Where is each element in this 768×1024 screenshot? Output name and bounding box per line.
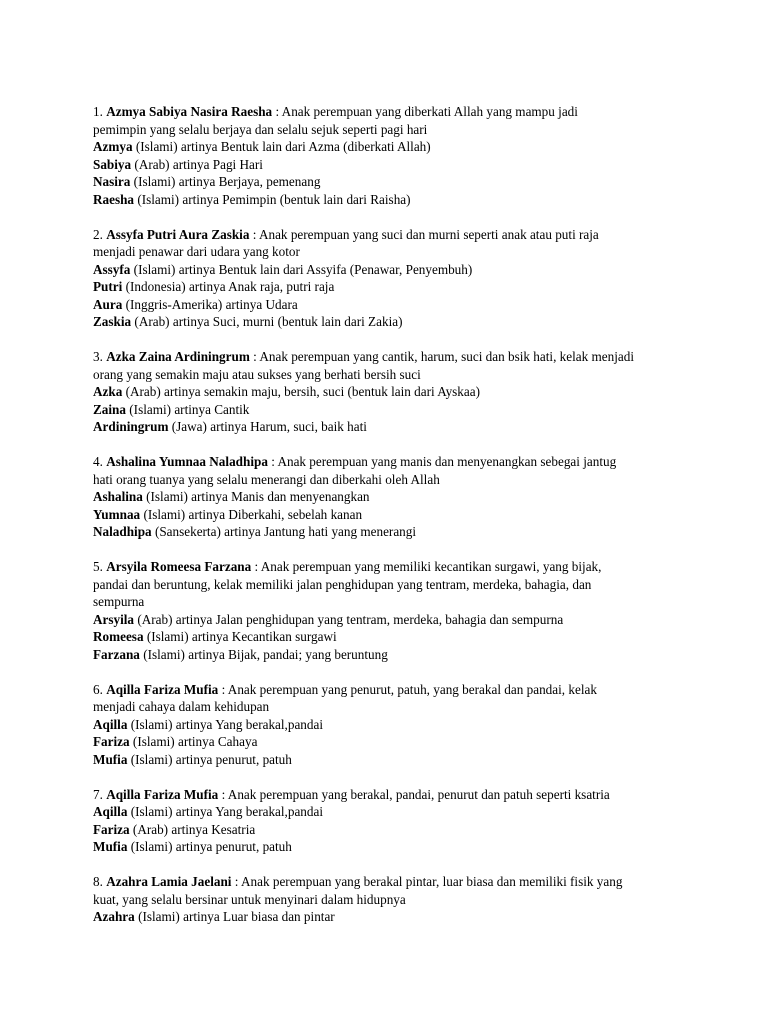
name-part-word: Romeesa [93,629,144,644]
entry-number: 3. [93,349,107,364]
entry-description: : Anak perempuan yang manis dan menyenangkan sebegai jantug [267,454,617,469]
name-part-meaning: (Arab) artinya Jalan penghidupan yang tentram, merdeka, bahagia dan sempurna [134,611,564,627]
name-part-meaning: (Islami) artinya Cahaya [129,734,258,749]
name-part-word: Fariza [93,734,130,749]
entry-description-continued: menjadi penawar dari udara yang kotor [93,244,300,259]
entry-full-name: Azka Zaina Ardiningrum [106,349,250,364]
entry-description: : Anak perempuan yang penurut, patuh, yang berakal dan pandai, kelak [218,681,597,697]
entry-description-continued: hati orang tuanya yang selalu menerangi dan diberkahi oleh Allah [93,471,440,487]
name-part-meaning: (Islami) artinya Manis dan menyenangkan [142,489,370,504]
name-part-row [93,646,693,664]
name-part-meaning: (Islami) artinya Diberkahi, sebelah kanan [140,506,363,522]
name-part-row [93,156,693,174]
entry-heading [93,226,693,244]
name-part-word: Ardiningrum [93,419,169,434]
name-part-row [93,628,693,646]
entry-full-name: Azmya Sabiya Nasira Raesha [106,104,273,119]
name-part-meaning: (Islami) artinya Yang berakal,pandai [127,804,324,819]
name-part-word: Nasira [93,174,131,189]
name-part-row [93,173,693,191]
entry-number: 2. [93,226,107,242]
name-part-meaning: (Islami) artinya Pemimpin (bentuk lain dari Raisha) [134,191,411,207]
entry-number: 4. [93,454,107,469]
name-part-row [93,821,693,839]
name-part-meaning: (Arab) artinya Pagi Hari [131,156,263,172]
name-entry [93,453,693,541]
name-part-word: Aqilla [93,716,128,732]
name-part-meaning: (Islami) artinya penurut, patuh [127,751,292,767]
name-part-row [93,261,693,279]
name-part-word: Zaina [93,401,126,417]
name-part-word: Putri [93,279,123,294]
name-part-word: Zaskia [93,314,132,329]
name-part-meaning: (Islami) artinya Cantik [125,401,250,417]
entry-full-name: Arsyila Romeesa Farzana [106,559,252,574]
name-part-row [93,908,693,926]
name-part-word: Azmya [93,139,133,154]
entry-description: : Anak perempuan yang suci dan murni seperti anak atau puti raja [249,226,599,242]
entry-description-continued: pandai dan beruntung, kelak memiliki jalan penghidupan yang tentram, merdeka, bahagia, dan [93,576,592,592]
name-entry [93,558,693,663]
name-part-row [93,838,693,856]
entry-full-name: Assyfa Putri Aura Zaskia [106,226,250,242]
name-part-meaning: (Islami) artinya Bentuk lain dari Azma (diberkati Allah) [132,139,431,154]
name-entry [93,348,693,436]
name-part-meaning: (Arab) artinya semakin maju, bersih, suci (bentuk lain dari Ayskaa) [122,384,480,399]
name-part-row [93,138,693,156]
name-part-word: Farzana [93,646,140,662]
name-part-word: Mufia [93,751,128,767]
name-part-word: Assyfa [93,261,131,277]
name-entry [93,786,693,856]
name-part-row [93,401,693,419]
name-part-row [93,278,693,296]
entry-full-name: Azahra Lamia Jaelani [106,874,232,889]
name-part-meaning: (Sansekerta) artinya Jantung hati yang menerangi [151,524,417,539]
name-part-word: Naladhipa [93,524,152,539]
name-part-word: Raesha [93,191,135,207]
name-part-row [93,191,693,209]
entry-description-continued: orang yang semakin maju atau sukses yang berhati bersih suci [93,366,421,382]
document-body [93,103,693,943]
name-part-row [93,611,693,629]
name-entry [93,226,693,331]
name-part-meaning: (Islami) artinya Bijak, pandai; yang beruntung [139,646,388,662]
entry-heading [93,786,693,804]
entry-description: : Anak perempuan yang cantik, harum, suci dan bsik hati, kelak menjadi [249,349,634,364]
entry-number: 6. [93,681,107,697]
name-part-word: Azka [93,384,123,399]
entry-heading [93,558,693,576]
name-part-meaning: (Islami) artinya Berjaya, pemenang [130,174,321,189]
name-part-meaning: (Islami) artinya Yang berakal,pandai [127,716,324,732]
name-part-meaning: (Islami) artinya penurut, patuh [127,839,292,854]
name-part-row [93,803,693,821]
name-entry [93,681,693,769]
name-part-word: Fariza [93,821,130,837]
name-part-row [93,733,693,751]
entry-description-continued: pemimpin yang selalu berjaya dan selalu sejuk seperti pagi hari [93,121,428,137]
name-entry [93,103,693,208]
entry-description-continued: menjadi cahaya dalam kehidupan [93,699,270,714]
name-part-meaning: (Arab) artinya Kesatria [129,821,256,837]
entry-heading [93,681,693,699]
name-part-meaning: (Jawa) artinya Harum, suci, baik hati [168,419,367,434]
name-part-row [93,751,693,769]
entry-description: : Anak perempuan yang memiliki kecantikan surgawi, yang bijak, [251,559,602,574]
name-part-meaning: (Inggris-Amerika) artinya Udara [122,296,298,312]
name-part-row [93,383,693,401]
name-part-meaning: (Islami) artinya Bentuk lain dari Assyifa (Penawar, Penyembuh) [130,261,473,277]
entry-description: : Anak perempuan yang berakal pintar, luar biasa dan memiliki fisik yang [231,874,623,889]
name-part-row [93,506,693,524]
name-part-word: Yumnaa [93,506,141,522]
entry-full-name: Aqilla Fariza Mufia [106,786,219,802]
name-part-meaning: (Arab) artinya Suci, murni (bentuk lain dari Zakia) [131,314,403,329]
entry-full-name: Aqilla Fariza Mufia [106,681,219,697]
entry-description: : Anak perempuan yang diberkati Allah yang mampu jadi [272,104,578,119]
name-part-row [93,716,693,734]
entry-number: 1. [93,104,107,119]
entry-description: : Anak perempuan yang berakal, pandai, penurut dan patuh seperti ksatria [218,786,610,802]
entry-full-name: Ashalina Yumnaa Naladhipa [106,454,268,469]
name-part-row [93,313,693,331]
name-part-row [93,488,693,506]
name-part-meaning: (Islami) artinya Luar biasa dan pintar [134,909,335,924]
name-part-word: Azahra [93,909,135,924]
name-part-word: Aura [93,296,123,312]
entry-description-continued: kuat, yang selalu bersinar untuk menyinari dalam hidupnya [93,891,406,907]
entry-description-continued: sempurna [93,594,145,609]
entry-heading [93,873,693,891]
name-part-meaning: (Islami) artinya Kecantikan surgawi [143,629,337,644]
name-part-row [93,418,693,436]
name-part-meaning: (Indonesia) artinya Anak raja, putri raja [122,279,335,294]
entry-number: 7. [93,786,107,802]
name-part-word: Aqilla [93,804,128,819]
name-part-row [93,523,693,541]
entry-number: 5. [93,559,107,574]
entry-heading [93,103,693,121]
entry-number: 8. [93,874,107,889]
entry-heading [93,453,693,471]
name-part-word: Mufia [93,839,128,854]
entry-heading [93,348,693,366]
name-part-word: Ashalina [93,489,143,504]
name-part-word: Arsyila [93,611,135,627]
name-part-row [93,296,693,314]
name-part-word: Sabiya [93,156,132,172]
name-entry [93,873,693,926]
